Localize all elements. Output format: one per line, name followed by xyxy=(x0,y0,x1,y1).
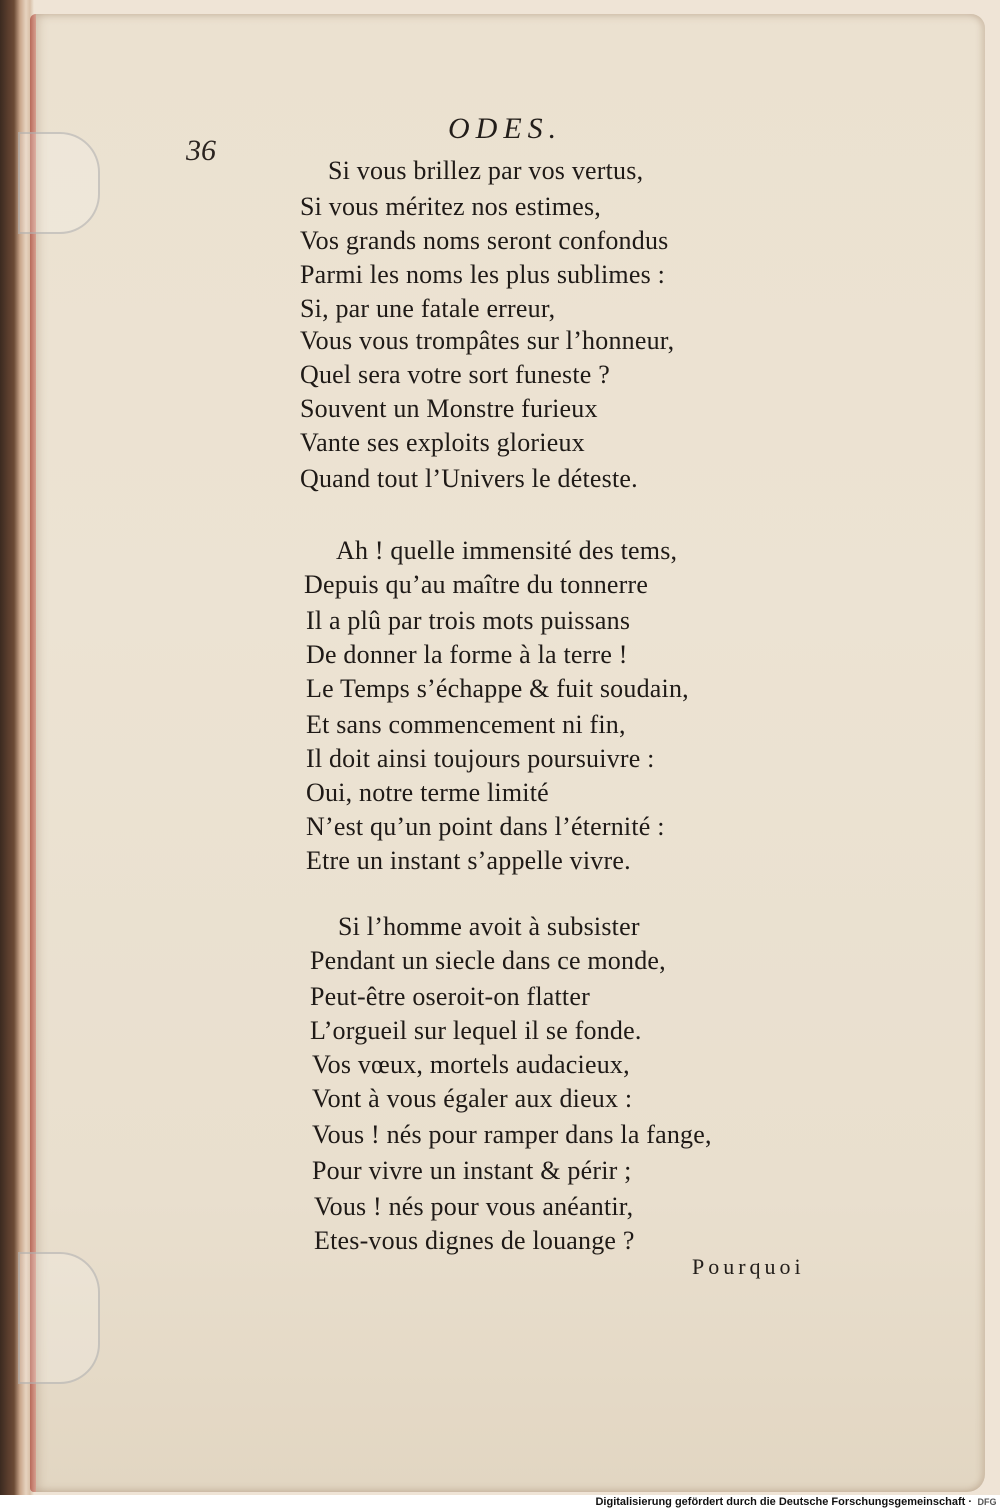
verse-line: Vous vous trompâtes sur l’honneur, xyxy=(300,326,675,355)
verse-line: Vante ses exploits glorieux xyxy=(300,428,585,457)
verse-line: Etes-vous dignes de louange ? xyxy=(314,1226,635,1255)
verse-line: Pendant un siecle dans ce monde, xyxy=(310,946,666,975)
verse-line: De donner la forme à la terre ! xyxy=(306,640,628,669)
verse-line: Vous ! nés pour vous anéantir, xyxy=(314,1192,634,1221)
catchword: Pourquoi xyxy=(692,1254,805,1279)
verse-line: Si, par une fatale erreur, xyxy=(300,294,556,323)
verse-line: Si l’homme avoit à subsister xyxy=(338,912,640,941)
funding-credit: Digitalisierung gefördert durch die Deutsche Forschungsgemeinschaft · xyxy=(595,1496,972,1508)
dfg-logo: DFG xyxy=(977,1497,997,1507)
verse-line: Peut-être oseroit-on flatter xyxy=(310,982,590,1011)
footer-bar xyxy=(0,1495,1000,1510)
running-head: ODES. xyxy=(448,112,563,145)
verse-line: Si vous brillez par vos vertus, xyxy=(328,156,644,185)
verse-line: Quel sera votre sort funeste ? xyxy=(300,360,610,389)
verse-line: Depuis qu’au maître du tonnerre xyxy=(304,570,649,599)
page-clip-bottom xyxy=(18,1252,100,1384)
verse-line: Pour vivre un instant & périr ; xyxy=(312,1156,632,1185)
verse-line: Le Temps s’échappe & fuit soudain, xyxy=(306,674,689,703)
verse-line: Vous ! nés pour ramper dans la fange, xyxy=(312,1120,712,1149)
verse-line: Quand tout l’Univers le déteste. xyxy=(300,464,638,493)
verse-line: Vos grands noms seront confondus xyxy=(300,226,669,255)
verse-line: Vont à vous égaler aux dieux : xyxy=(312,1084,633,1113)
page-number: 36 xyxy=(186,134,216,167)
verse-line: Souvent un Monstre furieux xyxy=(300,394,598,423)
verse-line: Parmi les noms les plus sublimes : xyxy=(300,260,666,289)
verse-line: Ah ! quelle immensité des tems, xyxy=(336,536,678,565)
verse-line: Oui, notre terme limité xyxy=(306,778,549,807)
verse-line: Vos vœux, mortels audacieux, xyxy=(312,1050,630,1079)
verse-line: Il doit ainsi toujours poursuivre : xyxy=(306,744,655,773)
page-clip-top xyxy=(18,132,100,234)
verse-line: N’est qu’un point dans l’éternité : xyxy=(306,812,665,841)
verse-line: Et sans commencement ni fin, xyxy=(306,710,626,739)
verse-line: Etre un instant s’appelle vivre. xyxy=(306,846,631,875)
verse-line: Il a plû par trois mots puissans xyxy=(306,606,631,635)
verse-line: L’orgueil sur lequel il se fonde. xyxy=(310,1016,642,1045)
verse-line: Si vous méritez nos estimes, xyxy=(300,192,601,221)
